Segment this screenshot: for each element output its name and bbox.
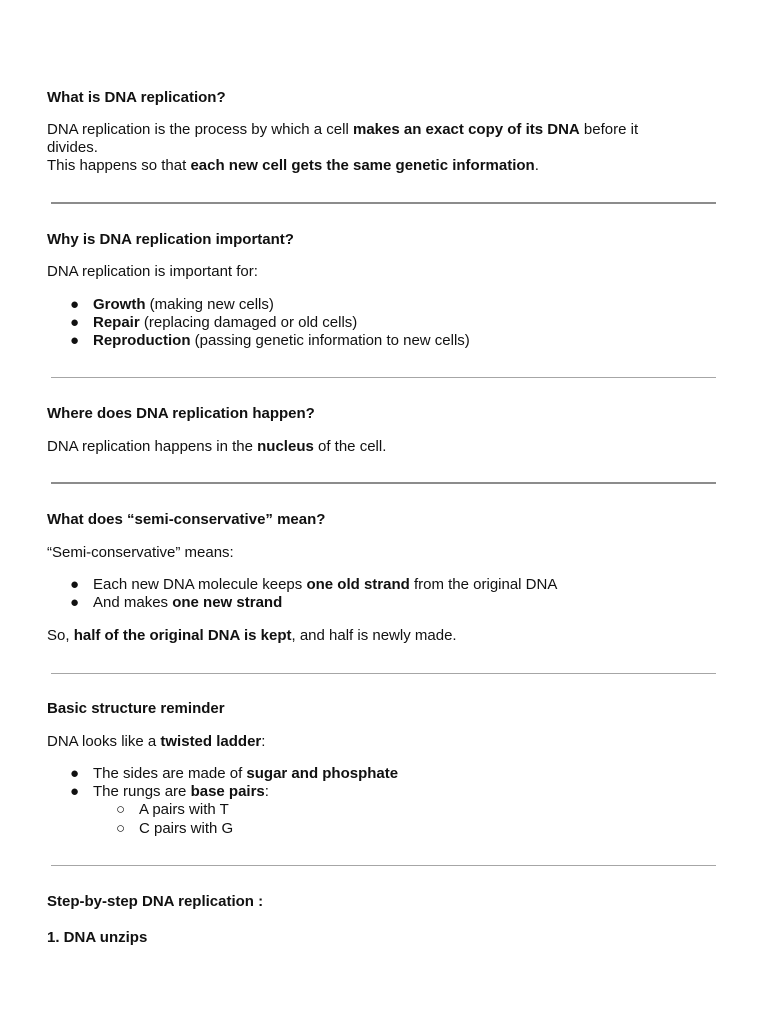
heading-what-is-dna-replication: What is DNA replication? bbox=[47, 89, 226, 106]
text: DNA replication happens in the bbox=[47, 438, 258, 455]
bold-text: Reproduction bbox=[93, 332, 191, 349]
bold-text: nucleus bbox=[257, 438, 314, 455]
bullet-icon: ● bbox=[70, 296, 80, 313]
text: : bbox=[264, 783, 269, 800]
text: , and half is newly made. bbox=[291, 627, 457, 644]
text: (passing genetic information to new cells) bbox=[190, 332, 470, 349]
divider bbox=[51, 202, 716, 204]
paragraph-ladder bbox=[47, 733, 265, 751]
text: from the original DNA bbox=[409, 576, 558, 593]
paragraph-purpose bbox=[47, 157, 539, 175]
heading-semi-conservative: What does “semi-conservative” mean? bbox=[47, 511, 326, 528]
heading-where-happen: Where does DNA replication happen? bbox=[47, 405, 315, 422]
paragraph-importance-intro: DNA replication is important for: bbox=[47, 263, 258, 280]
divider bbox=[51, 482, 716, 484]
paragraph-semi-intro: “Semi-conservative” means: bbox=[47, 544, 234, 561]
bold-text: twisted ladder bbox=[160, 733, 262, 750]
bullet-icon: ● bbox=[70, 314, 80, 331]
bold-text: makes an exact copy of its DNA bbox=[352, 121, 580, 138]
text: DNA looks like a bbox=[47, 733, 161, 750]
paragraph-definition-cont: divides. bbox=[47, 139, 98, 156]
text: Each new DNA molecule keeps bbox=[93, 576, 307, 593]
text: This happens so that bbox=[47, 157, 191, 174]
bullet-icon: ● bbox=[70, 576, 80, 593]
text: of the cell. bbox=[313, 438, 387, 455]
text: . bbox=[534, 157, 539, 174]
bullet-icon: ● bbox=[70, 594, 80, 611]
text: C pairs with G bbox=[139, 820, 234, 837]
text: DNA replication is the process by which a cell bbox=[47, 121, 353, 138]
text: : bbox=[261, 733, 266, 750]
hollow-bullet-icon: ○ bbox=[116, 801, 126, 818]
divider bbox=[51, 865, 716, 866]
bold-text: one old strand bbox=[306, 576, 410, 593]
paragraph-semi-summary bbox=[47, 627, 457, 645]
text: (replacing damaged or old cells) bbox=[139, 314, 358, 331]
bold-text: base pairs bbox=[190, 783, 265, 800]
bold-text: Growth bbox=[93, 296, 146, 313]
bold-text: Repair bbox=[93, 314, 140, 331]
text: The rungs are bbox=[93, 783, 191, 800]
heading-step-by-step: Step-by-step DNA replication : bbox=[47, 893, 264, 910]
text: (making new cells) bbox=[145, 296, 274, 313]
text: The sides are made of bbox=[93, 765, 247, 782]
bold-text: one new strand bbox=[172, 594, 283, 611]
bullet-icon: ● bbox=[70, 765, 80, 782]
paragraph-definition bbox=[47, 121, 638, 139]
divider bbox=[51, 673, 716, 674]
step-heading-unzips: 1. DNA unzips bbox=[47, 929, 148, 946]
bullet-icon: ● bbox=[70, 783, 80, 800]
paragraph-location bbox=[47, 438, 386, 456]
text: So, bbox=[47, 627, 74, 644]
hollow-bullet-icon: ○ bbox=[116, 820, 126, 837]
heading-why-important: Why is DNA replication important? bbox=[47, 231, 294, 248]
bold-text: each new cell gets the same genetic information bbox=[190, 157, 535, 174]
bold-text: half of the original DNA is kept bbox=[73, 627, 292, 644]
heading-basic-structure: Basic structure reminder bbox=[47, 700, 225, 717]
divider bbox=[51, 377, 716, 378]
text: before it bbox=[579, 121, 639, 138]
text: A pairs with T bbox=[139, 801, 229, 818]
bullet-icon: ● bbox=[70, 332, 80, 349]
text: And makes bbox=[93, 594, 173, 611]
bold-text: sugar and phosphate bbox=[246, 765, 399, 782]
